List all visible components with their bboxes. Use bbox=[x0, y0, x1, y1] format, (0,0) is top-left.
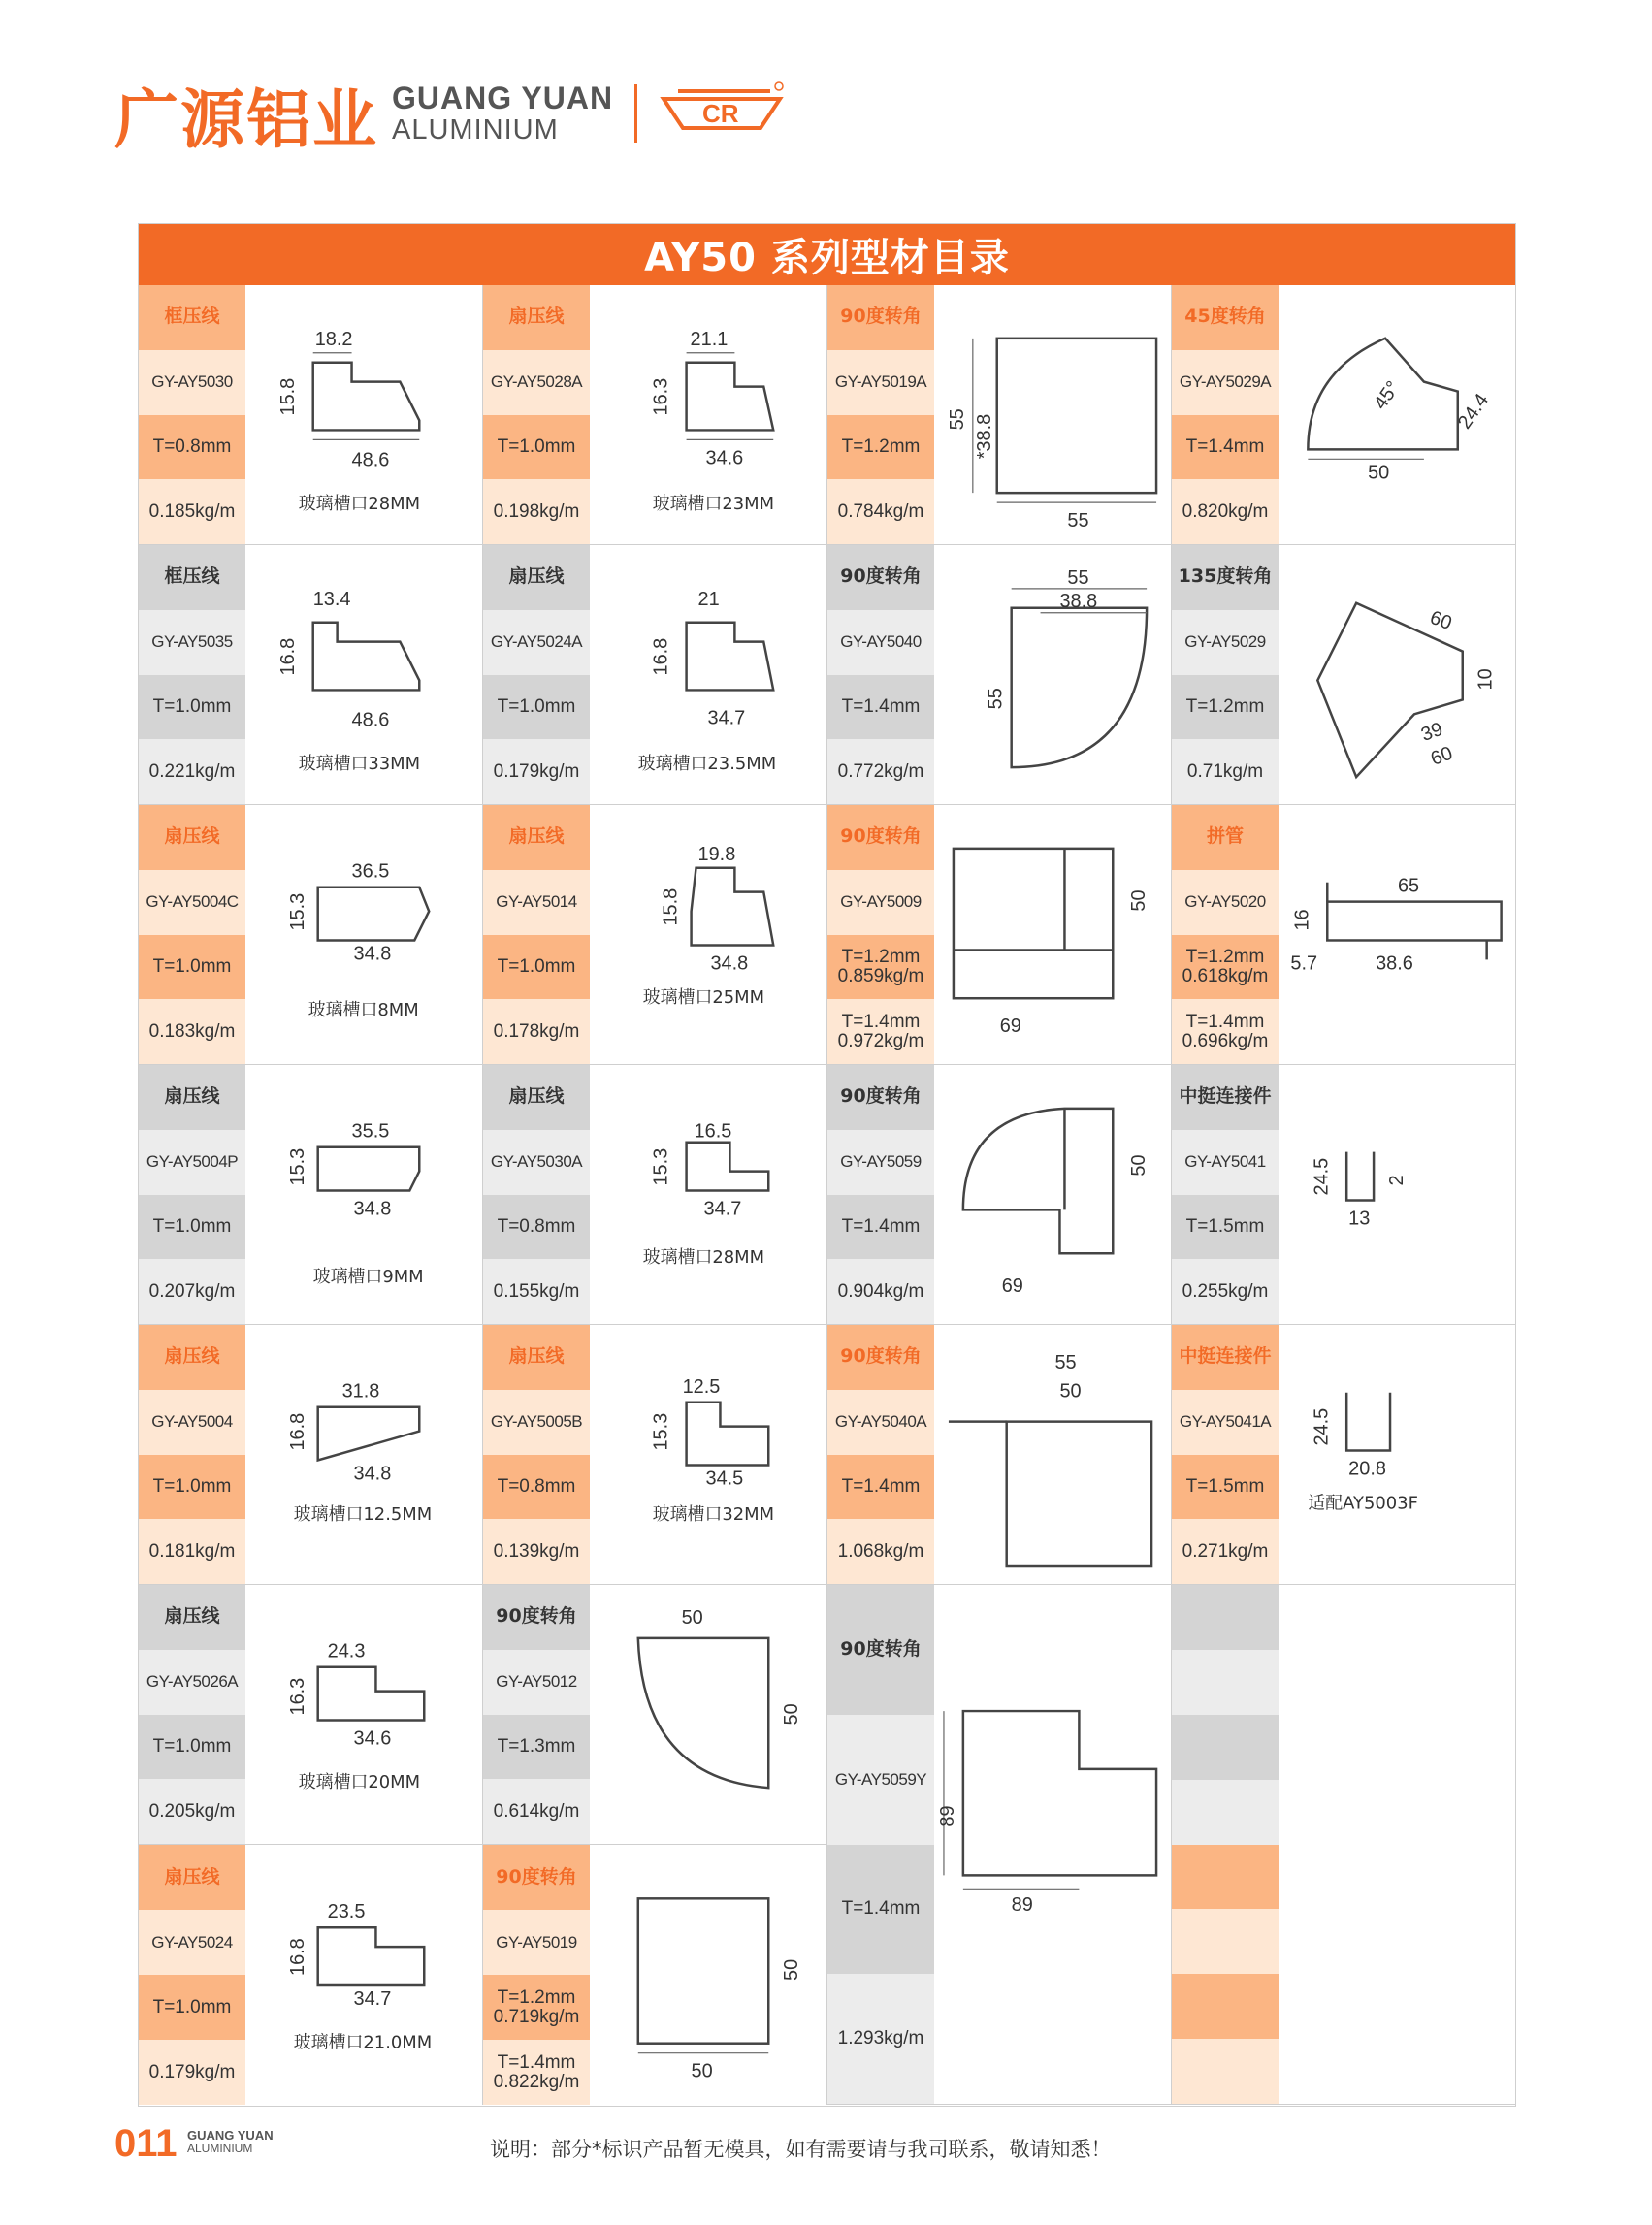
catalog-title: AY50 系列型材目录 bbox=[139, 224, 1515, 285]
product-cell bbox=[483, 1065, 827, 1325]
product-weight: T=1.4mm 0.696kg/m bbox=[1172, 999, 1279, 1064]
product-thickness: T=1.4mm bbox=[1172, 415, 1279, 480]
glass-slot-label: 玻璃槽口25MM bbox=[642, 987, 765, 1009]
dimension-label: 16.3 bbox=[650, 377, 672, 416]
dimension-label: 55 bbox=[1067, 566, 1089, 589]
product-cell bbox=[827, 1065, 1172, 1325]
product-type: 45度转角 bbox=[1172, 285, 1279, 350]
product-type: 中挺连接件 bbox=[1172, 1065, 1279, 1130]
product-type: 90度转角 bbox=[827, 545, 934, 610]
product-thickness: T=0.8mm bbox=[483, 1195, 590, 1260]
product-type: 90度转角 bbox=[827, 1065, 934, 1130]
product-type: 框压线 bbox=[139, 285, 245, 350]
product-cell bbox=[1172, 545, 1516, 805]
dimension-label: 34.8 bbox=[353, 1198, 392, 1220]
product-type: 中挺连接件 bbox=[1172, 1325, 1279, 1390]
product-thickness: T=1.0mm bbox=[139, 1715, 245, 1780]
dimension-label: 16.8 bbox=[276, 637, 299, 676]
product-type: 90度转角 bbox=[827, 805, 934, 870]
product-type: 扇压线 bbox=[483, 285, 590, 350]
profile-drawing bbox=[245, 805, 482, 1064]
dimension-label: 20.8 bbox=[1348, 1458, 1386, 1480]
product-type: 扇压线 bbox=[483, 1065, 590, 1130]
product-weight: 0.255kg/m bbox=[1172, 1259, 1279, 1324]
dimension-label: 34.8 bbox=[710, 952, 749, 975]
profile-drawing bbox=[934, 805, 1171, 1064]
svg-text:CR: CR bbox=[702, 99, 739, 128]
product-cell bbox=[483, 1585, 827, 1845]
dimension-label: 13.4 bbox=[312, 588, 351, 610]
glass-slot-label: 玻璃槽口28MM bbox=[642, 1247, 765, 1269]
product-thickness: T=0.8mm bbox=[483, 1455, 590, 1520]
product-cell bbox=[483, 1325, 827, 1585]
product-cell bbox=[483, 285, 827, 545]
dimension-label: *38.8 bbox=[973, 413, 995, 460]
brand-name-en bbox=[392, 82, 613, 145]
product-type: 框压线 bbox=[139, 545, 245, 610]
product-weight: 0.71kg/m bbox=[1172, 739, 1279, 804]
product-weight: T=1.4mm 0.972kg/m bbox=[827, 999, 934, 1064]
profile-drawing bbox=[590, 1325, 826, 1584]
dimension-label: 5.7 bbox=[1290, 952, 1318, 975]
dimension-label: 21 bbox=[697, 588, 720, 610]
dimension-label: 50 bbox=[1128, 1154, 1150, 1177]
dimension-label: 31.8 bbox=[341, 1380, 380, 1403]
profile-drawing bbox=[590, 1585, 826, 1844]
product-cell bbox=[483, 1845, 827, 2105]
profile-drawing bbox=[1279, 1065, 1516, 1324]
product-thickness: T=1.5mm bbox=[1172, 1195, 1279, 1260]
product-cell bbox=[827, 1585, 1172, 2105]
profile-drawing bbox=[1279, 285, 1516, 544]
dimension-label: 16 bbox=[1291, 909, 1313, 931]
dimension-label: 13 bbox=[1348, 1208, 1371, 1230]
product-code: GY-AY5030A bbox=[483, 1130, 590, 1195]
dimension-label: 15.3 bbox=[286, 892, 308, 931]
product-code: GY-AY5041A bbox=[1172, 1390, 1279, 1455]
product-thickness: T=0.8mm bbox=[139, 415, 245, 480]
brand-name-cn: 广源铝业 bbox=[114, 81, 378, 157]
product-cell bbox=[139, 1845, 483, 2105]
dimension-label: 16.8 bbox=[286, 1938, 308, 1976]
dimension-label: 15.3 bbox=[650, 1412, 672, 1451]
dimension-label: 38.6 bbox=[1376, 952, 1413, 975]
product-cell bbox=[483, 545, 827, 805]
product-thickness: T=1.0mm bbox=[139, 1195, 245, 1260]
product-thickness: T=1.3mm bbox=[483, 1715, 590, 1780]
profile-drawing bbox=[245, 545, 482, 804]
product-thickness: T=1.4mm bbox=[827, 1845, 934, 1975]
product-type: 90度转角 bbox=[483, 1845, 590, 1910]
dimension-label: 15.8 bbox=[276, 377, 299, 416]
product-cell bbox=[139, 805, 483, 1065]
product-cell bbox=[827, 285, 1172, 545]
dimension-label: 18.2 bbox=[314, 328, 353, 350]
product-weight: 0.139kg/m bbox=[483, 1519, 590, 1584]
product-thickness: T=1.0mm bbox=[483, 415, 590, 480]
glass-slot-label: 玻璃槽口23MM bbox=[652, 494, 775, 515]
product-weight: 0.185kg/m bbox=[139, 479, 245, 544]
dimension-label: 24.4 bbox=[1453, 389, 1494, 434]
profile-drawing bbox=[590, 1065, 826, 1324]
product-cell bbox=[1172, 285, 1516, 545]
dimension-label: 15.3 bbox=[286, 1147, 308, 1186]
glass-slot-label: 玻璃槽口20MM bbox=[298, 1772, 421, 1793]
product-code: GY-AY5019 bbox=[483, 1910, 590, 1975]
dimension-label: 15.3 bbox=[650, 1147, 672, 1186]
product-weight: 0.179kg/m bbox=[139, 2040, 245, 2105]
dimension-label: 50 bbox=[1059, 1380, 1082, 1403]
dimension-label: 12.5 bbox=[682, 1375, 721, 1398]
product-code: GY-AY5014 bbox=[483, 870, 590, 935]
dimension-label: 50 bbox=[1368, 462, 1390, 484]
product-code: GY-AY5028A bbox=[483, 350, 590, 415]
product-thickness: T=1.4mm bbox=[827, 675, 934, 740]
product-type: 拼管 bbox=[1172, 805, 1279, 870]
dimension-label: 24.5 bbox=[1311, 1407, 1333, 1446]
glass-slot-label: 玻璃槽口23.5MM bbox=[637, 754, 777, 775]
dimension-label: 48.6 bbox=[351, 709, 390, 731]
brand-divider bbox=[634, 84, 637, 143]
product-code: GY-AY5059 bbox=[827, 1130, 934, 1195]
dimension-label: 16.3 bbox=[286, 1677, 308, 1716]
profile-drawing bbox=[245, 1585, 482, 1844]
product-code: GY-AY5026A bbox=[139, 1650, 245, 1715]
profile-drawing bbox=[590, 805, 826, 1064]
product-weight: 0.271kg/m bbox=[1172, 1519, 1279, 1584]
dimension-label: 34.5 bbox=[705, 1467, 744, 1490]
product-thickness: T=1.0mm bbox=[139, 1455, 245, 1520]
dimension-label: 65 bbox=[1397, 875, 1420, 897]
dimension-label: 50 bbox=[681, 1606, 703, 1628]
dimension-label: 10 bbox=[1474, 668, 1497, 691]
glass-slot-label: 玻璃槽口8MM bbox=[308, 1000, 419, 1021]
product-thickness: T=1.0mm bbox=[139, 935, 245, 1000]
dimension-label: 60 bbox=[1428, 742, 1456, 770]
dimension-label: 34.8 bbox=[353, 943, 392, 965]
product-code: GY-AY5020 bbox=[1172, 870, 1279, 935]
dimension-label: 48.6 bbox=[351, 449, 390, 471]
dimension-label: 34.8 bbox=[353, 1463, 392, 1485]
product-type: 扇压线 bbox=[139, 805, 245, 870]
profile-drawing bbox=[590, 285, 826, 544]
product-type: 扇压线 bbox=[139, 1845, 245, 1910]
dimension-label: 50 bbox=[691, 2060, 713, 2082]
product-cell bbox=[827, 1325, 1172, 1585]
product-thickness: T=1.5mm bbox=[1172, 1455, 1279, 1520]
empty-cell bbox=[1172, 1585, 1516, 2105]
profile-drawing bbox=[245, 1065, 482, 1324]
product-weight: 0.614kg/m bbox=[483, 1779, 590, 1844]
product-thickness: T=1.4mm bbox=[827, 1455, 934, 1520]
brand-en-line2: ALUMINIUM bbox=[392, 113, 559, 145]
product-weight: 0.221kg/m bbox=[139, 739, 245, 804]
product-code: GY-AY5004C bbox=[139, 870, 245, 935]
product-type: 扇压线 bbox=[483, 1325, 590, 1390]
product-type: 扇压线 bbox=[139, 1325, 245, 1390]
product-thickness: T=1.0mm bbox=[483, 935, 590, 1000]
dimension-label: 89 bbox=[936, 1805, 958, 1827]
product-weight: 0.178kg/m bbox=[483, 999, 590, 1064]
product-cell bbox=[1172, 1065, 1516, 1325]
product-weight: 0.179kg/m bbox=[483, 739, 590, 804]
product-code: GY-AY5029 bbox=[1172, 610, 1279, 675]
dimension-label: 2 bbox=[1385, 1175, 1408, 1186]
product-type: 135度转角 bbox=[1172, 545, 1279, 610]
glass-slot-label: 适配AY5003F bbox=[1308, 1493, 1418, 1514]
product-weight: 0.183kg/m bbox=[139, 999, 245, 1064]
product-code: GY-AY5041 bbox=[1172, 1130, 1279, 1195]
product-weight: 1.068kg/m bbox=[827, 1519, 934, 1584]
product-thickness: T=1.4mm bbox=[827, 1195, 934, 1260]
product-type: 扇压线 bbox=[139, 1065, 245, 1130]
dimension-label: 19.8 bbox=[697, 843, 736, 865]
product-cell bbox=[827, 545, 1172, 805]
product-type: 90度转角 bbox=[483, 1585, 590, 1650]
profile-drawing bbox=[1279, 1325, 1516, 1584]
product-code: GY-AY5040A bbox=[827, 1390, 934, 1455]
brand-logo-icon bbox=[659, 80, 785, 147]
product-code: GY-AY5004P bbox=[139, 1130, 245, 1195]
profile-drawing bbox=[934, 1065, 1171, 1324]
product-code: GY-AY5035 bbox=[139, 610, 245, 675]
product-type: 扇压线 bbox=[483, 805, 590, 870]
dimension-label: 16.8 bbox=[650, 637, 672, 676]
product-code: GY-AY5012 bbox=[483, 1650, 590, 1715]
dimension-label: 16.8 bbox=[286, 1412, 308, 1451]
profile-drawing bbox=[934, 1585, 1171, 2104]
product-thickness: T=1.2mm 0.859kg/m bbox=[827, 935, 934, 1000]
profile-drawing bbox=[934, 545, 1171, 804]
product-thickness: T=1.0mm bbox=[483, 675, 590, 740]
page-number: 011 bbox=[114, 2122, 178, 2165]
profile-drawing bbox=[934, 285, 1171, 544]
dimension-label: 24.5 bbox=[1311, 1157, 1333, 1196]
profile-drawing bbox=[590, 545, 826, 804]
product-weight: T=1.4mm 0.822kg/m bbox=[483, 2040, 590, 2105]
product-type: 扇压线 bbox=[483, 545, 590, 610]
product-thickness: T=1.0mm bbox=[139, 1975, 245, 2040]
product-type: 扇压线 bbox=[139, 1585, 245, 1650]
product-code: GY-AY5005B bbox=[483, 1390, 590, 1455]
dimension-label: 55 bbox=[985, 688, 1007, 710]
product-cell bbox=[139, 1325, 483, 1585]
brand-en-line1: GUANG YUAN bbox=[392, 80, 614, 115]
footer-note: 说明：部分*标识产品暂无模具，如有需要请与我司联系，敬请知悉！ bbox=[490, 2138, 1112, 2161]
product-code: GY-AY5019A bbox=[827, 350, 934, 415]
dimension-label: 34.7 bbox=[703, 1198, 742, 1220]
product-type: 90度转角 bbox=[827, 1325, 934, 1390]
glass-slot-label: 玻璃槽口12.5MM bbox=[293, 1504, 433, 1526]
product-weight: 0.784kg/m bbox=[827, 479, 934, 544]
dimension-label: 69 bbox=[1001, 1275, 1023, 1298]
product-weight: 0.904kg/m bbox=[827, 1259, 934, 1324]
dimension-label: 16.5 bbox=[694, 1120, 732, 1143]
dimension-label: 15.8 bbox=[660, 887, 682, 926]
product-cell bbox=[483, 805, 827, 1065]
product-cell bbox=[139, 1065, 483, 1325]
product-code: GY-AY5029A bbox=[1172, 350, 1279, 415]
footer-brand-line2: ALUMINIUM bbox=[187, 2141, 253, 2155]
footer-brand bbox=[187, 2129, 274, 2154]
dimension-label: 34.7 bbox=[353, 1987, 392, 2010]
product-weight: 1.293kg/m bbox=[827, 1974, 934, 2104]
product-weight: 0.772kg/m bbox=[827, 739, 934, 804]
product-thickness: T=1.2mm 0.719kg/m bbox=[483, 1975, 590, 2040]
dimension-label: 34.7 bbox=[707, 707, 746, 729]
product-weight: 0.198kg/m bbox=[483, 479, 590, 544]
dimension-label: 55 bbox=[946, 408, 968, 431]
dimension-label: 89 bbox=[1011, 1894, 1033, 1917]
glass-slot-label: 玻璃槽口9MM bbox=[312, 1267, 424, 1288]
dimension-label: 38.8 bbox=[1059, 590, 1098, 612]
dimension-label: 39 bbox=[1418, 718, 1446, 746]
profile-drawing bbox=[934, 1325, 1171, 1584]
product-code: GY-AY5040 bbox=[827, 610, 934, 675]
dimension-label: 34.6 bbox=[353, 1727, 392, 1750]
product-cell bbox=[139, 1585, 483, 1845]
product-thickness: T=1.2mm bbox=[827, 415, 934, 480]
product-weight: 0.820kg/m bbox=[1172, 479, 1279, 544]
glass-slot-label: 玻璃槽口33MM bbox=[298, 754, 421, 775]
product-code: GY-AY5059Y bbox=[827, 1715, 934, 1845]
product-weight: 0.205kg/m bbox=[139, 1779, 245, 1844]
product-code: GY-AY5030 bbox=[139, 350, 245, 415]
profile-drawing bbox=[1279, 545, 1516, 804]
dimension-label: 50 bbox=[1128, 889, 1150, 912]
glass-slot-label: 玻璃槽口28MM bbox=[298, 494, 421, 515]
glass-slot-label: 玻璃槽口21.0MM bbox=[293, 2032, 433, 2053]
product-code: GY-AY5024A bbox=[483, 610, 590, 675]
dimension-label: 50 bbox=[781, 1703, 803, 1725]
brand-header bbox=[114, 70, 785, 157]
profile-drawing bbox=[590, 1845, 826, 2105]
product-weight: 0.181kg/m bbox=[139, 1519, 245, 1584]
dimension-label: 34.6 bbox=[705, 447, 744, 469]
dimension-label: 23.5 bbox=[327, 1901, 366, 1923]
dimension-label: 69 bbox=[999, 1016, 1021, 1038]
product-code: GY-AY5009 bbox=[827, 870, 934, 935]
product-cell bbox=[827, 805, 1172, 1065]
dimension-label: 36.5 bbox=[351, 860, 390, 883]
dimension-label: 45° bbox=[1370, 377, 1405, 414]
product-cell bbox=[139, 285, 483, 545]
footer-brand-line1: GUANG YUAN bbox=[187, 2128, 274, 2143]
product-cell bbox=[139, 545, 483, 805]
dimension-label: 50 bbox=[781, 1958, 803, 1981]
dimension-label: 55 bbox=[1067, 510, 1089, 532]
product-cell bbox=[1172, 1325, 1516, 1585]
product-code: GY-AY5004 bbox=[139, 1390, 245, 1455]
product-thickness: T=1.2mm 0.618kg/m bbox=[1172, 935, 1279, 1000]
catalog-grid bbox=[139, 285, 1515, 2105]
product-thickness: T=1.2mm bbox=[1172, 675, 1279, 740]
profile-drawing bbox=[245, 1325, 482, 1584]
profile-drawing bbox=[245, 1845, 482, 2105]
dimension-label: 55 bbox=[1054, 1351, 1077, 1373]
profile-drawing bbox=[1279, 805, 1516, 1064]
glass-slot-label: 玻璃槽口32MM bbox=[652, 1504, 775, 1526]
product-weight: 0.155kg/m bbox=[483, 1259, 590, 1324]
product-type: 90度转角 bbox=[827, 1585, 934, 1715]
product-thickness: T=1.0mm bbox=[139, 675, 245, 740]
dimension-label: 24.3 bbox=[327, 1640, 366, 1662]
catalog-table bbox=[138, 223, 1516, 2107]
dimension-label: 60 bbox=[1427, 606, 1455, 634]
dimension-label: 35.5 bbox=[351, 1120, 390, 1143]
product-weight: 0.207kg/m bbox=[139, 1259, 245, 1324]
dimension-label: 21.1 bbox=[690, 328, 729, 350]
product-code: GY-AY5024 bbox=[139, 1910, 245, 1975]
product-cell bbox=[1172, 805, 1516, 1065]
product-type: 90度转角 bbox=[827, 285, 934, 350]
profile-drawing bbox=[245, 285, 482, 544]
